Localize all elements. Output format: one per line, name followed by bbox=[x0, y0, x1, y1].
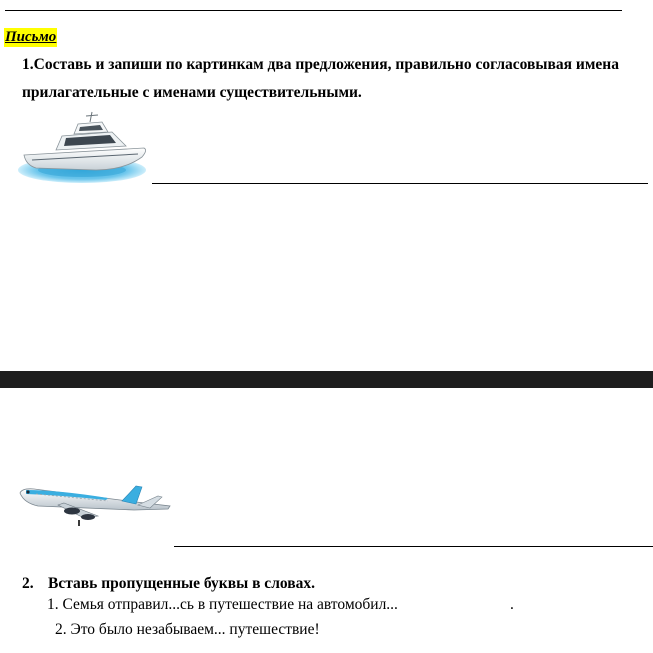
task2-item-text: 1. Семья отправил...сь в путешествие на автомобил... bbox=[47, 596, 398, 613]
airplane-image bbox=[18, 484, 174, 530]
task2-title bbox=[22, 574, 315, 594]
page-separator bbox=[0, 371, 653, 388]
answer-line bbox=[174, 546, 653, 547]
task2-item bbox=[47, 595, 514, 615]
task2-item bbox=[55, 620, 320, 640]
task2-item-text: 2. Это было незабываем... путешествие! bbox=[55, 621, 320, 638]
task1-instruction: 1.Составь и запиши по картинкам два предложения, правильно согласовывая имена прилагательные с именами существительными. bbox=[22, 56, 619, 101]
yacht-icon bbox=[16, 110, 156, 186]
task2-number: 2. bbox=[22, 575, 34, 592]
answer-line bbox=[152, 183, 648, 184]
section-heading: Письмо bbox=[5, 29, 57, 45]
task2-title-text: Вставь пропущенные буквы в словах. bbox=[48, 575, 315, 592]
airplane-icon bbox=[18, 484, 174, 530]
yacht-image bbox=[16, 110, 156, 186]
task2-item-trailing: . bbox=[510, 596, 514, 613]
top-divider bbox=[5, 10, 622, 11]
